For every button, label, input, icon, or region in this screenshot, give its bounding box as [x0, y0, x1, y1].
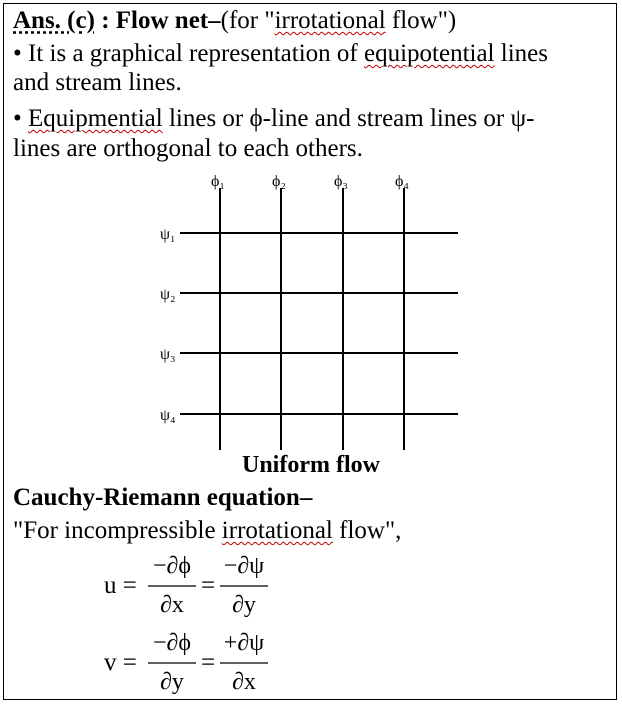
- heading-colon: :: [94, 7, 116, 34]
- u-lhs: u =: [104, 572, 137, 599]
- phi-label-4: ϕ₄: [395, 173, 409, 190]
- cauchy-subtitle: [13, 516, 401, 546]
- bullet-1-text-end: lines: [494, 40, 548, 67]
- heading-note-open: (for ": [220, 7, 275, 34]
- psi-label-1: ψ₁: [160, 226, 176, 243]
- bullet-2-text-start: •: [13, 105, 29, 132]
- heading-dash: –: [208, 7, 221, 34]
- heading-note-close: flow"): [385, 7, 457, 34]
- bullet-1-word: equipotential: [363, 40, 495, 67]
- psi-label-3: ψ₃: [160, 346, 176, 363]
- bullet-1-line-2: and stream lines.: [13, 69, 182, 96]
- heading-answer: Ans. (c): [13, 7, 95, 34]
- bullet-2-line-2: lines are orthogonal to each others.: [13, 135, 363, 162]
- cauchy-subtitle-end: flow",: [332, 517, 402, 544]
- u-denominator-1: ∂x: [160, 592, 184, 618]
- cauchy-subtitle-word: irrotational: [221, 517, 333, 544]
- phi-label-3: ϕ₃: [334, 173, 348, 190]
- psi-label-2: ψ₂: [160, 286, 176, 303]
- heading-note-word: irrotational: [274, 7, 386, 34]
- v-denominator-1: ∂y: [160, 669, 184, 695]
- figure-caption: Uniform flow: [242, 452, 380, 478]
- bullet-1-text-start: • It is a graphical representation of: [13, 40, 364, 67]
- v-lhs: v =: [104, 649, 137, 676]
- cauchy-subtitle-start: "For incompressible: [13, 517, 222, 544]
- u-numerator-1: −∂ϕ: [152, 553, 192, 579]
- v-denominator-2: ∂x: [232, 669, 256, 695]
- v-numerator-2: +∂ψ: [223, 630, 265, 656]
- u-denominator-2: ∂y: [232, 592, 256, 618]
- bullet-2-word: Equipmential: [28, 105, 163, 132]
- psi-label-4: ψ₄: [160, 407, 176, 424]
- u-equals: =: [201, 572, 216, 599]
- phi-label-2: ϕ₂: [272, 173, 286, 190]
- bullet-2-text-end: lines or ϕ-line and stream lines or ψ-: [162, 105, 535, 132]
- cauchy-title: Cauchy-Riemann equation–: [13, 484, 313, 511]
- heading-title: Flow net: [115, 7, 209, 34]
- v-equals: =: [201, 649, 216, 676]
- phi-label-1: ϕ₁: [211, 173, 225, 190]
- u-numerator-2: −∂ψ: [223, 553, 265, 579]
- v-numerator-1: −∂ϕ: [152, 630, 192, 656]
